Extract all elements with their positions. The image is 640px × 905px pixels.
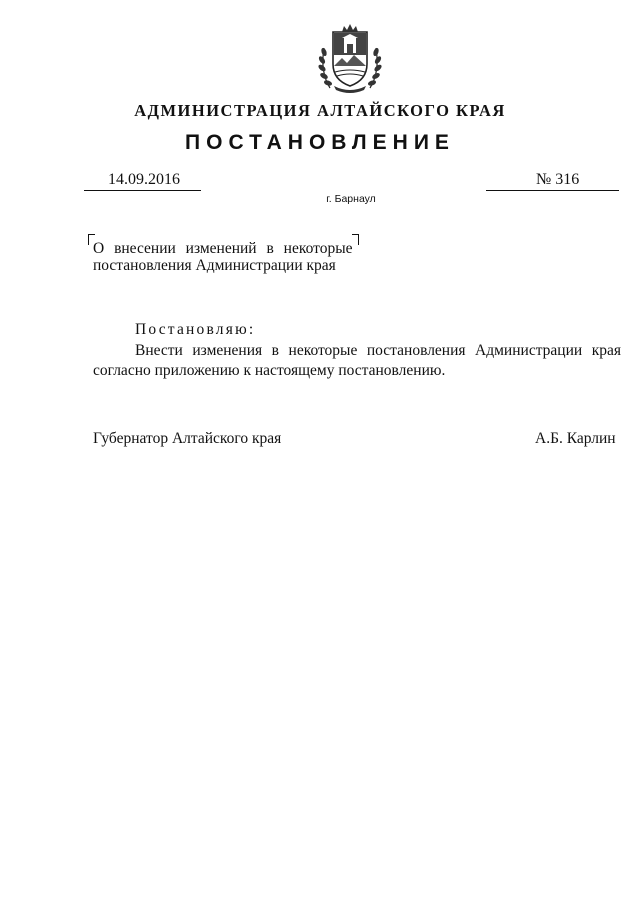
document-type-heading: ПОСТАНОВЛЕНИЕ — [185, 131, 455, 154]
signer-title: Губернатор Алтайского края — [93, 430, 282, 447]
subject-line-2: постановления Администрации края — [93, 257, 336, 274]
document-number: № 316 — [536, 171, 580, 188]
coat-of-arms-icon — [316, 22, 384, 94]
signer-name: А.Б. Карлин — [535, 430, 616, 447]
document-number-field — [486, 171, 619, 191]
city-label: г. Барнаул — [326, 193, 376, 205]
document-subject — [93, 240, 363, 274]
organization-title: АДМИНИСТРАЦИЯ АЛТАЙСКОГО КРАЯ — [134, 101, 506, 120]
subject-line-1: О внесении изменений в некоторые — [93, 240, 353, 257]
decree-word: Постановляю: — [135, 321, 256, 338]
document-date: 14.09.2016 — [108, 171, 180, 188]
document-date-field — [84, 171, 201, 191]
body-paragraph: Внести изменения в некоторые постановления Администрации края согласно приложению к настоящему постановлению. — [93, 342, 621, 379]
